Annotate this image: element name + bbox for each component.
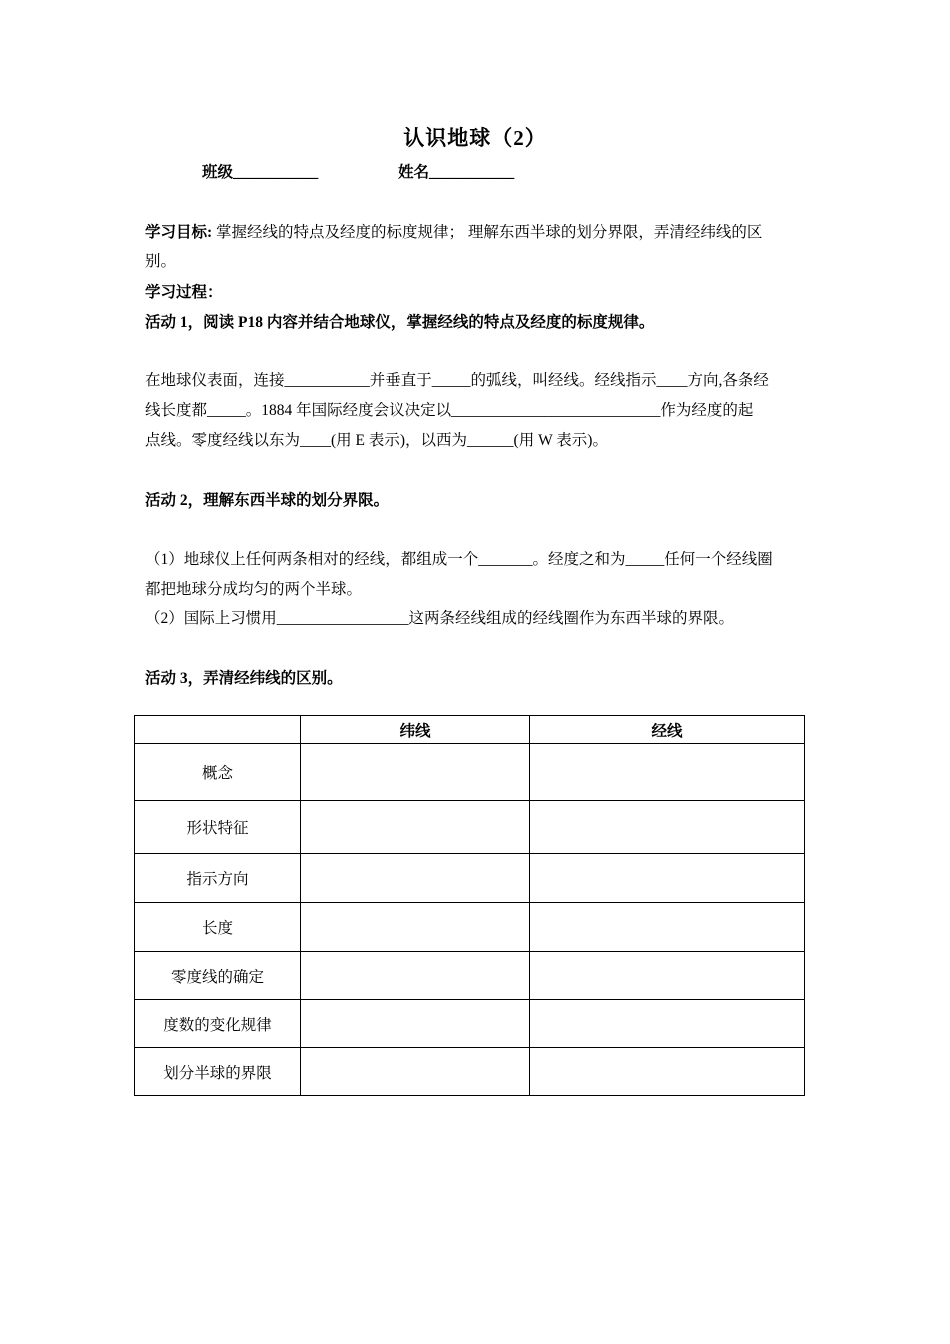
activity2-q1-line-2: 都把地球分成均匀的两个半球。 — [145, 581, 363, 598]
class-label: 班级 — [202, 164, 234, 181]
class-field — [202, 160, 318, 182]
process-label: 学习过程： — [145, 284, 223, 301]
row-label: 度数的变化规律 — [135, 1000, 301, 1048]
longitude-cell[interactable] — [530, 854, 805, 903]
activity1-title: 活动 1，阅读 P18 内容并结合地球仪，掌握经线的特点及经度的标度规律。 — [145, 314, 655, 331]
latitude-cell[interactable] — [301, 952, 530, 1000]
activity2-q1-line-1: （1）地球仪上任何两条相对的经线，都组成一个_______。经度之和为_____任何一个经线圈 — [145, 551, 773, 568]
table-row — [135, 903, 805, 952]
name-label: 姓名 — [398, 164, 430, 181]
name-blank: ___________ — [429, 164, 515, 181]
row-label: 零度线的确定 — [135, 952, 301, 1000]
latitude-cell[interactable] — [301, 1048, 530, 1096]
objectives-text: 掌握经线的特点及经度的标度规律； 理解东西半球的划分界限，弄清经纬线的区 — [212, 224, 763, 241]
row-label: 划分半球的界限 — [135, 1048, 301, 1096]
activity1-line-1: 在地球仪表面，连接___________并垂直于_____的弧线，叫经线。经线指示____方向,各条经 — [145, 372, 769, 389]
table-row — [135, 744, 805, 801]
row-label: 形状特征 — [135, 801, 301, 854]
row-label: 长度 — [135, 903, 301, 952]
activity2-title: 活动 2，理解东西半球的划分界限。 — [145, 492, 390, 509]
table-header-latitude: 纬线 — [301, 716, 530, 744]
activity1-line-3: 点线。零度经线以东为____(用 E 表示)，以西为______(用 W 表示)。 — [145, 432, 608, 449]
longitude-cell[interactable] — [530, 1048, 805, 1096]
latitude-cell[interactable] — [301, 801, 530, 854]
table-row — [135, 1000, 805, 1048]
longitude-cell[interactable] — [530, 952, 805, 1000]
longitude-cell[interactable] — [530, 744, 805, 801]
latitude-cell[interactable] — [301, 854, 530, 903]
activity3-title: 活动 3，弄清经纬线的区别。 — [145, 670, 343, 687]
page-title: 认识地球（2） — [403, 126, 547, 150]
latitude-cell[interactable] — [301, 1000, 530, 1048]
longitude-cell[interactable] — [530, 1000, 805, 1048]
objectives-line-1 — [145, 220, 810, 242]
table-row — [135, 854, 805, 903]
activity2-q2: （2）国际上习惯用_________________这两条经线组成的经线圈作为东西半球的界限。 — [145, 610, 735, 627]
activity1-line-2: 线长度都_____。1884 年国际经度会议决定以___________________________作为经度的起 — [145, 402, 754, 419]
row-label: 指示方向 — [135, 854, 301, 903]
table-header-longitude: 经线 — [530, 716, 805, 744]
table-row — [135, 952, 805, 1000]
table-row — [135, 1048, 805, 1096]
objectives-label: 学习目标: — [145, 224, 213, 241]
longitude-cell[interactable] — [530, 801, 805, 854]
row-label: 概念 — [135, 744, 301, 801]
longitude-cell[interactable] — [530, 903, 805, 952]
class-blank: ___________ — [233, 164, 319, 181]
comparison-table — [134, 715, 805, 1096]
latitude-cell[interactable] — [301, 903, 530, 952]
objectives-line-2: 别。 — [145, 253, 177, 270]
table-header-corner — [135, 716, 301, 744]
table-row — [135, 801, 805, 854]
name-field — [398, 160, 514, 182]
table-header-row — [135, 716, 805, 744]
latitude-cell[interactable] — [301, 744, 530, 801]
